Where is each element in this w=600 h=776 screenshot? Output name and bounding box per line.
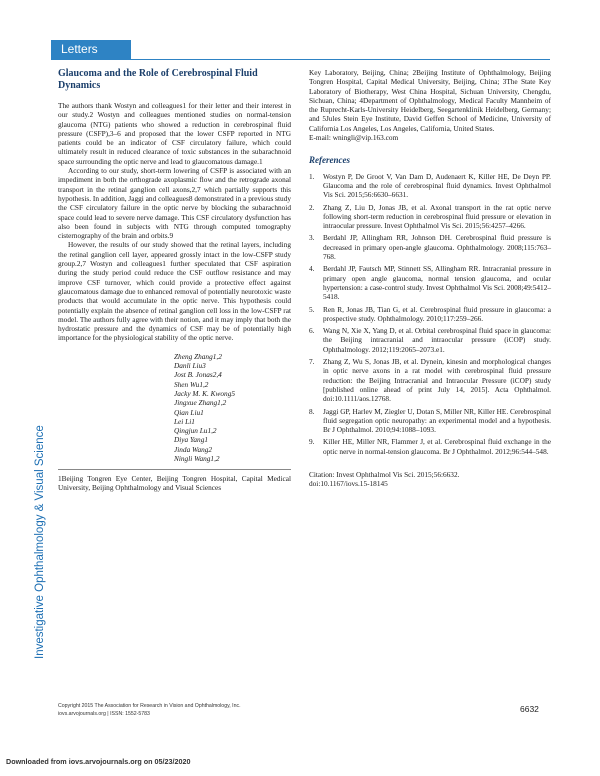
author-name: Jacky M. K. Kwong5 (174, 388, 235, 398)
reference-item: 8. Jaggi GP, Harlev M, Ziegler U, Dotan S, Miller NR, Killer HE. Cerebrospinal fluid segregation optic neuropathy: an experimental model and a hypothesis. Br J Ophthalmol. 2010;94:1088–1093. (309, 406, 551, 435)
author-name: Lei Li1 (174, 416, 195, 426)
journal-side-label: Investigative Ophthalmology & Visual Science (34, 425, 46, 659)
reference-item: 9. Killer HE, Miller NR, Flammer J, et al. Cerebrospinal fluid exchange in the optic nerve in normal-tension glaucoma. Br J Ophthalmol. 2012;96:544–548. (309, 437, 551, 456)
affiliation-divider (58, 469, 291, 470)
reference-item: 1. Wostyn P, De Groot V, Van Dam D, Audenaert K, Killer HE, De Deyn PP. Glaucoma and the role of cerebrospinal fluid dynamics. Invest Ophthalmol Vis Sci. 2015;56:6630–6631. (309, 171, 551, 200)
page-number: 6632 (520, 704, 539, 714)
header-rule (51, 59, 550, 60)
reference-list (309, 172, 551, 456)
body-paragraph-2: According to our study, short-term lowering of CSFP is associated with an impediment in both the orthograde axoplasmic flow and the retrograde axonal transport in the retinal ganglion cell axons,2,7 which partially supports this hypothesis. In addition, Jaggi and colleagues8 demonstrated in a previous study the CSF circulatory failure in the optic nerve by blocking the subarachnoid space could lead to severe nerve damage. This CSF circulatory dysfunction has also been found in subjects with NTG through computed tomography cisternography of the brain and orbits.9 (58, 166, 291, 241)
author-name: Qian Liu1 (174, 407, 204, 417)
author-name: Ningli Wang1,2 (174, 453, 220, 463)
right-column (309, 68, 551, 489)
affiliations-right: Key Laboratory, Beijing, China; 2Beijing Institute of Ophthalmology, Beijing Tongren Hospital, Capital Medical University, Beijing, China; 3The State Key Laboratory of Biotherapy, West China Hospital, Sichuan University, Chengdu, Sichuan, China; 4Department of Ophthalmology, Medical Faculty Mannheim of the Ruprecht-Karls-University Heidelberg, Seegartenklinik Heidelberg, Germany; and 5Jules Stein Eye Institute, David Geffen School of Medicine, University of California Los Angeles, Los Angeles, California, United States. (309, 68, 551, 133)
reference-item: 3. Berdahl JP, Allingham RR, Johnson DH. Cerebrospinal fluid pressure is decreased in primary open-angle glaucoma. Ophthalmology. 2008;115:763–768. (309, 233, 551, 262)
author-name: Qingjun Lu1,2 (174, 426, 217, 436)
author-name: Danli Liu3 (174, 361, 206, 371)
author-name: Shen Wu1,2 (174, 379, 209, 389)
author-list (58, 352, 291, 464)
author-name: Jost B. Jonas2,4 (174, 370, 222, 380)
issn-text: iovs.arvojournals.org | ISSN: 1552-5783 (58, 710, 150, 717)
author-name: Jingxue Zhang1,2 (174, 398, 227, 408)
body-paragraph-1: The authors thank Wostyn and colleagues1 for their letter and their interest in our study.2 Wostyn and colleagues mentioned studies on normal-tension glaucoma (NTG) patients who showed a reduction in cerebrospinal fluid pressure (CSFP),3–6 and proposed that the lower CSFP reported in NTG patients could be an indicator of CSF circulatory failure, which could ultimately result in reduced clearance of toxic substances in the subarachnoid space surrounding the optic nerve and lead to glaucomatous damage.1 (58, 101, 291, 166)
article-title: Glaucoma and the Role of Cerebrospinal Fluid Dynamics (58, 68, 258, 91)
reference-item: 5. Ren R, Jonas JB, Tian G, et al. Cerebrospinal fluid pressure in glaucoma: a prospective study. Ophthalmology. 2010;117:259–266. (309, 304, 551, 323)
copyright-footer (58, 703, 358, 718)
reference-item: 2. Zhang Z, Liu D, Jonas JB, et al. Axonal transport in the rat optic nerve following short-term reduction in cerebrospinal fluid pressure or elevation in intraocular pressure. Invest Ophthalmol Vis Sci. 2015;56:4257–4266. (309, 202, 551, 231)
section-tag: Letters (51, 40, 131, 59)
author-name: Diya Yang1 (174, 435, 208, 445)
author-email[interactable]: E-mail: wningli@vip.163.com (309, 133, 399, 143)
download-note: Downloaded from iovs.arvojournals.org on 05/23/2020 (6, 757, 191, 766)
references-heading: References (309, 155, 350, 166)
author-name: Jinda Wang2 (174, 444, 213, 454)
affiliations-left: 1Beijing Tongren Eye Center, Beijing Tongren Hospital, Capital Medical University, Beijing Ophthalmology and Visual Sciences (58, 473, 291, 493)
copyright-text: Copyright 2015 The Association for Research in Vision and Ophthalmology, Inc. (58, 703, 241, 709)
doi-link[interactable]: doi:10.1167/iovs.15-18145 (309, 479, 388, 489)
citation-block (309, 470, 551, 489)
reference-item: 7. Zhang Z, Wu S, Jonas JB, et al. Dynein, kinesin and morphological changes in optic nerve axons in a rat model with cerebrospinal fluid pressure reduction: the Beijing Intracranial and Intraocular Pressure (iCOP) study [published online ahead of print July 14, 2015]. Acta Ophthalmol. doi:10.1111/aos.12768. (309, 357, 551, 404)
citation-line: Citation: Invest Ophthalmol Vis Sci. 2015;56:6632. (309, 469, 460, 479)
left-column (58, 68, 291, 492)
author-name: Zheng Zhang1,2 (174, 351, 222, 361)
body-paragraph-3: However, the results of our study showed that the retinal layers, including the retinal ganglion cell layer, appeared grossly intact in the low-CSFP study group.2,7 Wostyn and colleagues1 further speculated that CSF aspiration during the study period could reduce the CSF outflow resistance and may improve CSF turnover, which could provide a protective effect against glaucomatous damage due to enhanced removal of potentially neurotoxic waste products that would accumulate in the optic nerve. This hypothesis could potentially explain the absence of retinal ganglion cell loss in the low-CSFP rat model. The authors fully agree with their notion, and it may imply that both the hydrostatic pressure and the dynamics of CSF may be of potentially high importance for the physiological stability of the optic nerve. (58, 240, 291, 343)
reference-item: 4. Berdahl JP, Fautsch MP, Stinnett SS, Allingham RR. Intracranial pressure in primary open angle glaucoma, normal tension glaucoma, and ocular hypertension: a case-control study. Invest Ophthalmol Vis Sci. 2008;49:5412–5418. (309, 264, 551, 302)
reference-item: 6. Wang N, Xie X, Yang D, et al. Orbital cerebrospinal fluid space in glaucoma: the Beijing intracranial and intraocular pressure (iCOP) study. Ophthalmology. 2012;119:2065–2073.e1. (309, 326, 551, 354)
